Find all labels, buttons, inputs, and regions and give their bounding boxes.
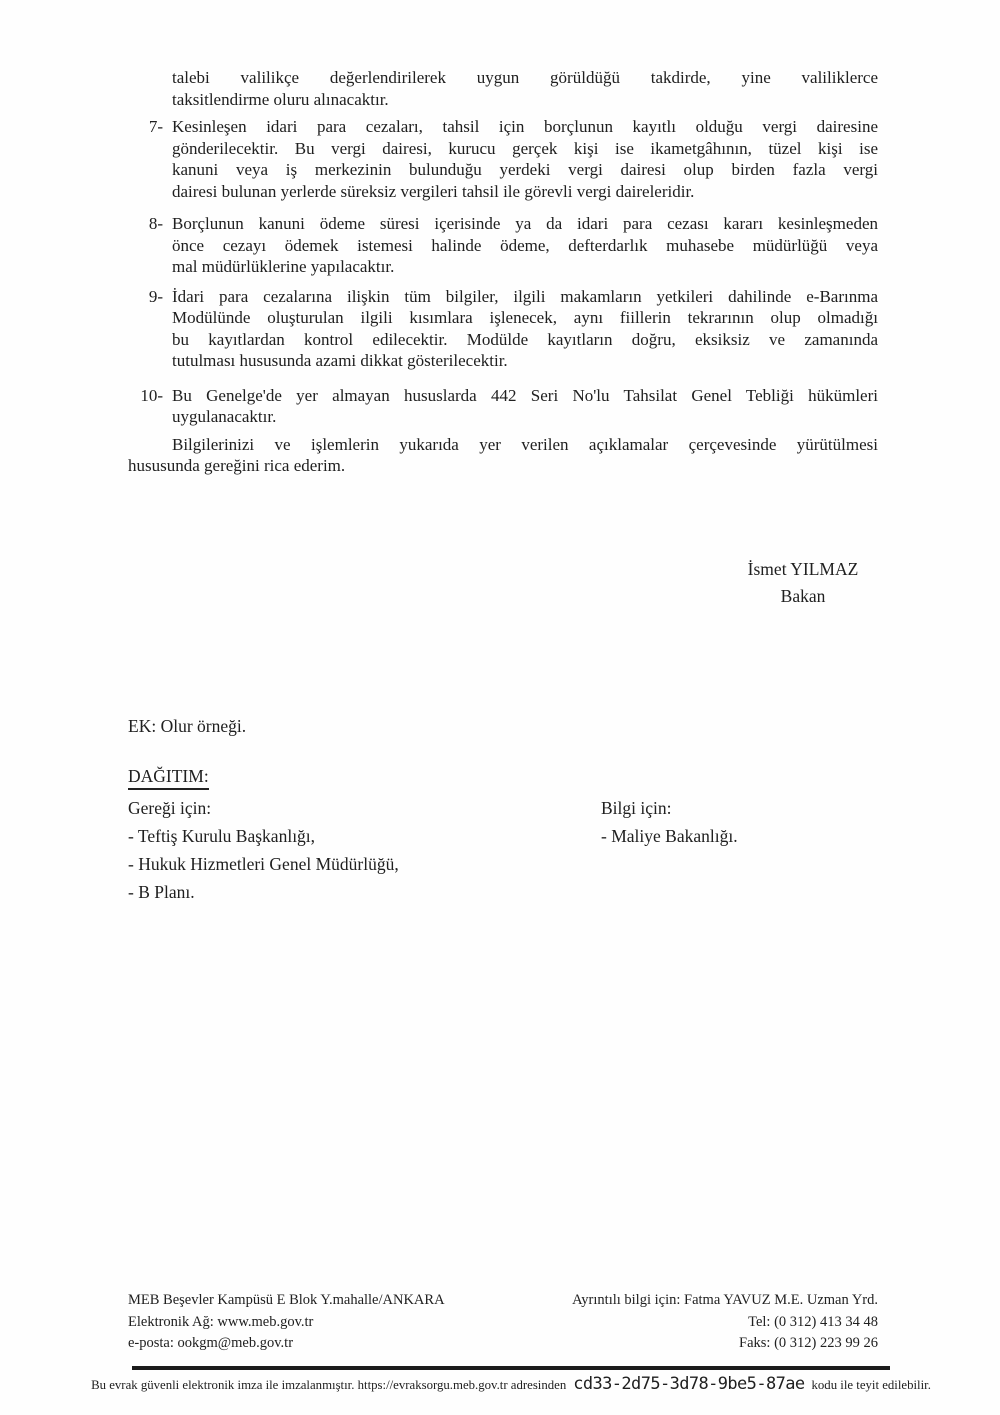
text-line: Modülünde oluşturulan ilgili kısımlara işlenecek, aynı fiillerin tekrarının olup olmadığı	[172, 308, 878, 327]
item-number: 9-	[148, 286, 163, 306]
text-line: kanuni veya iş merkezinin bulunduğu yerdeki vergi dairesi olup birden fazla vergi	[172, 160, 878, 179]
text-line: hususunda gereğini rica ederim.	[128, 456, 346, 475]
item-text	[172, 286, 878, 372]
text-line: Bu Genelge'de yer almayan hususlarda 442 Seri No'lu Tahsilat Genel Tebliği hükümleri	[172, 385, 878, 405]
text-line: önce cezayı ödemek istemesi halinde ödeme, defterdarlık muhasebe müdürlüğü veya	[172, 235, 878, 255]
signature-block	[683, 556, 923, 610]
list-item-8	[128, 213, 878, 278]
text-line: uygulanacaktır.	[172, 407, 277, 426]
item-number: 7-	[148, 117, 163, 136]
list-item-9	[128, 286, 878, 372]
text-line: taksitlendirme oluru alınacaktır.	[172, 89, 389, 109]
distribution-left-heading: Gereği için:	[128, 798, 212, 818]
footer-contact	[128, 1290, 878, 1355]
footer-line: Faks: (0 312) 223 99 26	[739, 1335, 878, 1351]
item-text	[172, 213, 878, 278]
text-line: tutulması hususunda azami dikkat gösterilecektir.	[172, 351, 508, 370]
footer-line: Tel: (0 312) 413 34 48	[748, 1313, 878, 1330]
text-line: bu kayıtlardan kontrol edilecektir. Modülde kayıtların doğru, eksiksiz ve zamanında	[172, 329, 878, 349]
distribution-heading	[128, 766, 209, 790]
list-item-10	[128, 385, 878, 428]
text-line: gönderilecektir. Bu vergi dairesi, kurucu gerçek kişi ise ikametgâhının, tüzel kişi ise	[172, 138, 878, 158]
signatory-title: Bakan	[780, 586, 826, 606]
list-item-7	[128, 116, 878, 202]
verification-text: Bu evrak güvenli elektronik imza ile imzalanmıştır. https://evraksorgu.meb.gov.tr adresinden	[91, 1378, 567, 1392]
verification-bar	[91, 1374, 931, 1394]
paragraph-continuation	[172, 67, 878, 110]
item-number: 8-	[148, 214, 163, 233]
text-line: dairesi bulunan yerlerde süreksiz vergileri tahsil ile görevli vergi daireleridir.	[172, 181, 695, 201]
verification-text: kodu ile teyit edilebilir.	[811, 1378, 931, 1392]
distribution-right-column	[601, 794, 738, 850]
item-text	[172, 385, 878, 428]
text-line: İdari para cezalarına ilişkin tüm bilgiler, ilgili makamların yetkileri dahilinde e-Barınma	[172, 286, 878, 306]
text-line: mal müdürlüklerine yapılacaktır.	[172, 257, 395, 276]
signatory-name: İsmet YILMAZ	[747, 559, 859, 579]
item-number: 10-	[140, 385, 163, 405]
text-line: Borçlunun kanuni ödeme süresi içerisinde ya da idari para cezası kararı kesinleşmeden	[172, 214, 878, 233]
distribution-item: - B Planı.	[128, 882, 195, 902]
footer-divider	[132, 1366, 890, 1370]
footer-line: Elektronik Ağ: www.meb.gov.tr	[128, 1313, 314, 1330]
attachment-note: EK: Olur örneği.	[128, 716, 247, 736]
text-line: talebi valilikçe değerlendirilerek uygun görüldüğü takdirde, yine valiliklerce	[172, 68, 878, 87]
distribution-right-heading: Bilgi için:	[601, 798, 672, 818]
distribution-item: - Teftiş Kurulu Başkanlığı,	[128, 826, 316, 846]
distribution-left-column	[128, 794, 399, 906]
footer-address-block	[128, 1290, 445, 1355]
footer-contact-block	[572, 1290, 878, 1355]
text-line: Bilgilerinizi ve işlemlerin yukarıda yer verilen açıklamalar çerçevesinde yürütülmesi	[172, 434, 878, 454]
text-line: Kesinleşen idari para cezaları, tahsil için borçlunun kayıtlı olduğu vergi dairesine	[172, 117, 878, 136]
distribution-item: - Maliye Bakanlığı.	[601, 826, 738, 846]
item-text	[172, 116, 878, 202]
distribution-heading-label: DAĞITIM:	[128, 766, 209, 790]
closing-paragraph	[128, 434, 878, 477]
letter-body	[128, 67, 878, 477]
footer-line: MEB Beşevler Kampüsü E Blok Y.mahalle/ANKARA	[128, 1292, 445, 1308]
footer-line: e-posta: ookgm@meb.gov.tr	[128, 1335, 294, 1351]
footer-line: Ayrıntılı bilgi için: Fatma YAVUZ M.E. Uzman Yrd.	[572, 1292, 878, 1308]
distribution-item: - Hukuk Hizmetleri Genel Müdürlüğü,	[128, 854, 399, 874]
verification-code: cd33-2d75-3d78-9be5-87ae	[573, 1374, 805, 1394]
